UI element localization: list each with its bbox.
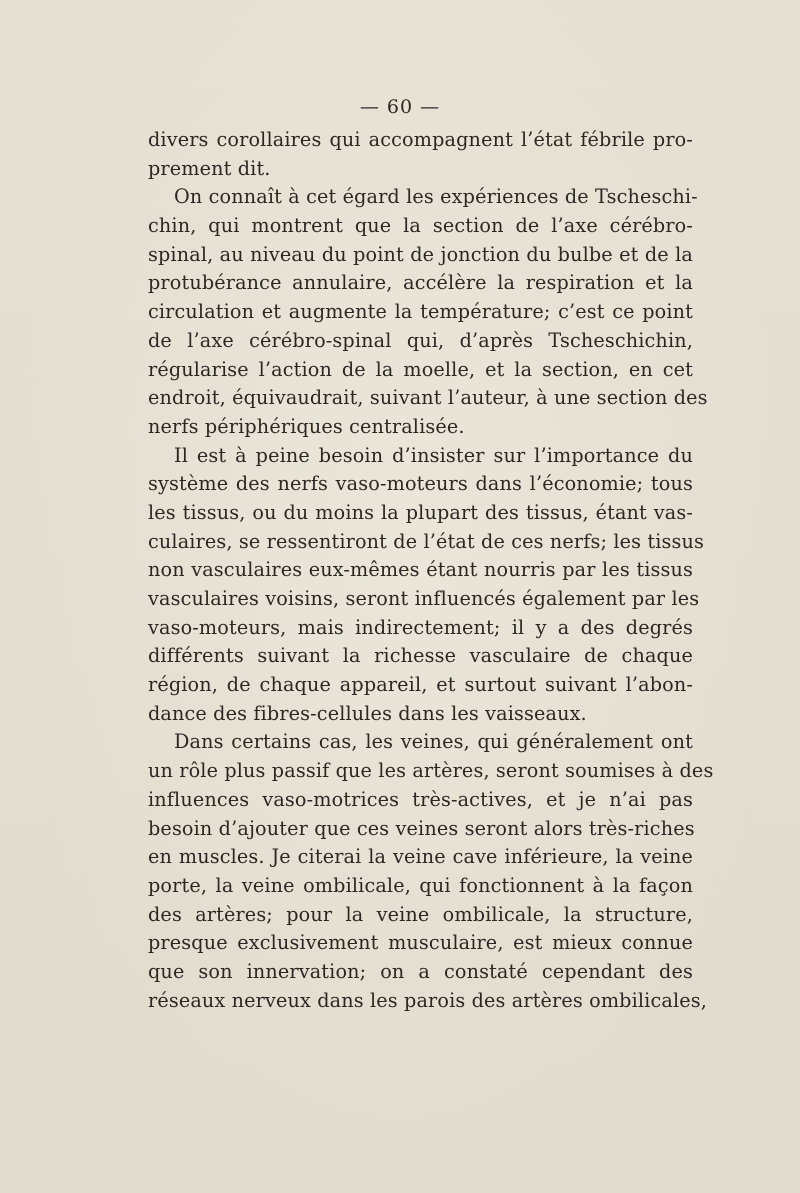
text-line: presque exclusivement musculaire, est mieux connue: [148, 931, 693, 955]
text-line: de l’axe cérébro-spinal qui, d’après Tscheschichin,: [148, 328, 693, 352]
text-line: en muscles. Je citerai la veine cave inférieure, la veine: [148, 845, 693, 869]
body-text: [148, 126, 714, 1015]
text-line: différents suivant la richesse vasculaire de chaque: [148, 644, 693, 668]
text-line: Il est à peine besoin d’insister sur l’importance du: [174, 443, 693, 467]
text-line: non vasculaires eux-mêmes étant nourris par les tissus: [148, 558, 693, 582]
text-line: culaires, se ressentiront de l’état de ces nerfs; les tissus: [148, 529, 705, 553]
text-line: Dans certains cas, les veines, qui généralement ont: [174, 730, 693, 754]
text-line: nerfs périphériques centralisée.: [148, 414, 465, 438]
text-line: spinal, au niveau du point de jonction du bulbe et de la: [148, 242, 693, 266]
text-line: région, de chaque appareil, et surtout suivant l’abon-: [148, 673, 693, 697]
text-line: vasculaires voisins, seront influencés également par les: [148, 587, 700, 610]
text-line: vaso-moteurs, mais indirectement; il y a des degrés: [148, 615, 693, 639]
text-line: chin, qui montrent que la section de l’axe cérébro-: [148, 214, 693, 238]
text-line: système des nerfs vaso-moteurs dans l’économie; tous: [148, 472, 693, 496]
text-line: On connaît à cet égard les expériences de Tscheschi-: [174, 185, 698, 209]
text-line: porte, la veine ombilicale, qui fonctionnent à la façon: [148, 873, 693, 897]
text-line: endroit, équivaudrait, suivant l’auteur, à une section des: [148, 386, 708, 410]
text-line: protubérance annulaire, accélère la respiration et la: [148, 271, 693, 295]
text-line: prement dit.: [148, 156, 271, 180]
page-number: — 60 —: [359, 96, 441, 118]
text-line: dance des fibres-cellules dans les vaisseaux.: [148, 701, 587, 725]
text-line: un rôle plus passif que les artères, seront soumises à des: [148, 759, 714, 783]
text-line: réseaux nerveux dans les parois des artères ombilicales,: [148, 988, 707, 1012]
text-line: régularise l’action de la moelle, et la section, en cet: [148, 357, 693, 381]
text-line: circulation et augmente la température; c’est ce point: [148, 300, 693, 324]
text-line: les tissus, ou du moins la plupart des tissus, étant vas-: [148, 500, 693, 524]
text-line: des artères; pour la veine ombilicale, la structure,: [148, 902, 693, 926]
text-line: divers corollaires qui accompagnent l’état fébrile pro-: [148, 128, 693, 151]
text-line: que son innervation; on a constaté cependant des: [148, 959, 693, 983]
text-line: influences vaso-motrices très-actives, et je n’ai pas: [148, 787, 693, 811]
text-line: besoin d’ajouter que ces veines seront alors très-riches: [148, 816, 695, 840]
